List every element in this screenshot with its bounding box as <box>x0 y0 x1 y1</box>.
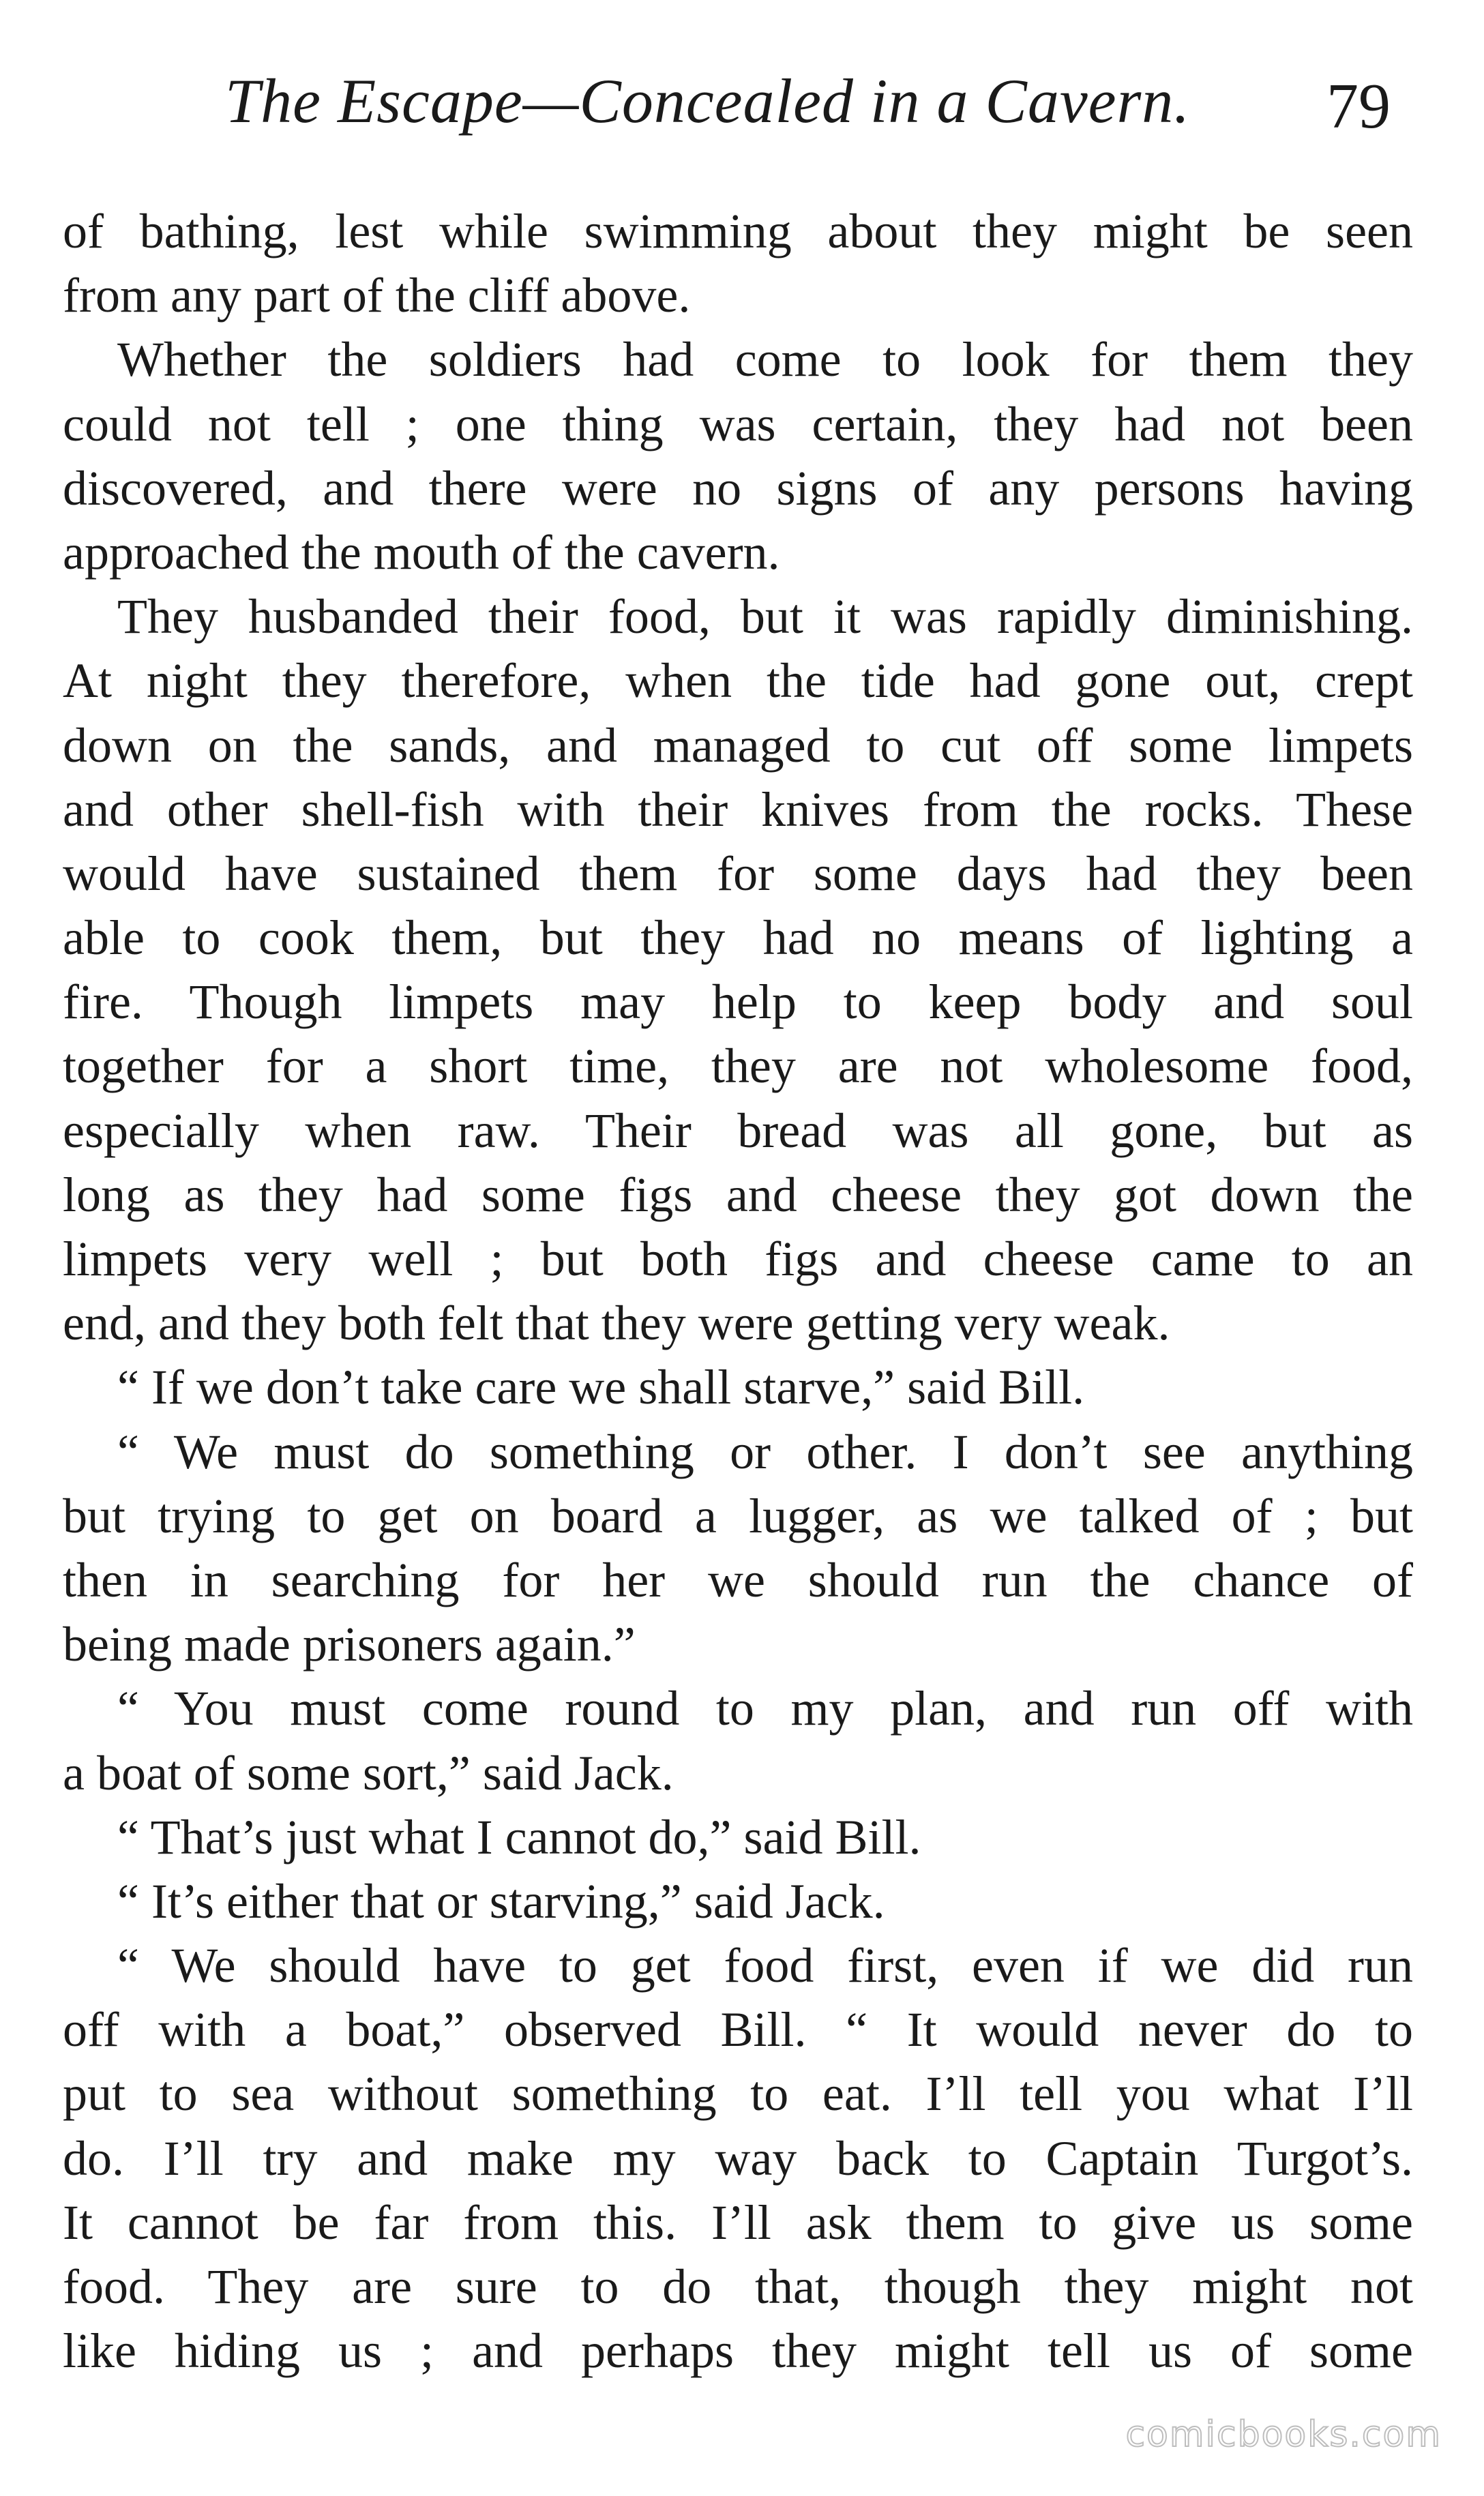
text-line: long as they had some figs and cheese they got down the <box>63 1167 1413 1222</box>
text-line: food. They are sure to do that, though they might not <box>63 2259 1413 2314</box>
text-line: off with a boat,” observed Bill. “ It would never do to <box>63 2002 1413 2057</box>
text-line: At night they therefore, when the tide had gone out, crept <box>63 653 1413 709</box>
text-line: Whether the soldiers had come to look for them they <box>117 332 1413 387</box>
text-line: It cannot be far from this. I’ll ask them to give us some <box>63 2195 1413 2250</box>
text-line: down on the sands, and managed to cut off some limpets <box>63 717 1413 773</box>
text-line: They husbanded their food, but it was rapidly diminishing. <box>117 589 1413 644</box>
text-line: put to sea without something to eat. I’ll tell you what I’ll <box>63 2066 1413 2122</box>
text-line: together for a short time, they are not wholesome food, <box>63 1039 1413 1094</box>
text-line: “ You must come round to my plan, and run off with <box>117 1681 1413 1736</box>
text-line: “ We should have to get food first, even if we did run <box>117 1938 1413 1993</box>
watermark-logo: comicbooks.com <box>1125 2414 1442 2455</box>
text-line: able to cook them, but they had no means of lighting a <box>63 910 1413 966</box>
text-line: do. I’ll try and make my way back to Captain Turgot’s. <box>63 2130 1413 2186</box>
text-line: approached the mouth of the cavern. <box>63 524 780 580</box>
text-line: would have sustained them for some days had they been <box>63 846 1413 901</box>
text-line: fire. Though limpets may help to keep body and soul <box>63 975 1413 1030</box>
text-line: from any part of the cliff above. <box>63 268 691 323</box>
text-line: “ If we don’t take care we shall starve,” said Bill. <box>117 1360 1085 1415</box>
text-line: like hiding us ; and perhaps they might tell us of some <box>63 2323 1413 2379</box>
running-title: The Escape—Concealed in a Cavern. <box>225 66 1191 136</box>
text-line: “ We must do something or other. I don’t see anything <box>117 1424 1413 1479</box>
text-line: of bathing, lest while swimming about they might be seen <box>63 204 1413 258</box>
text-line: limpets very well ; but both figs and cheese came to an <box>63 1232 1413 1286</box>
text-line: discovered, and there were no signs of any persons having <box>63 460 1413 516</box>
body-text <box>63 199 1413 2383</box>
text-line: end, and they both felt that they were getting very weak. <box>63 1296 1170 1351</box>
text-line: being made prisoners again.” <box>63 1617 636 1672</box>
text-line: could not tell ; one thing was certain, they had not been <box>63 396 1413 451</box>
page-number: 79 <box>1326 71 1391 142</box>
text-line: a boat of some sort,” said Jack. <box>63 1745 674 1800</box>
text-line: then in searching for her we should run the chance of <box>63 1552 1413 1607</box>
text-line: but trying to get on board a lugger, as we talked of ; but <box>63 1488 1413 1543</box>
text-line: and other shell-fish with their knives from the rocks. These <box>63 782 1413 837</box>
text-line: “ It’s either that or starving,” said Jack. <box>117 1873 885 1929</box>
text-line: “ That’s just what I cannot do,” said Bill. <box>117 1809 921 1864</box>
text-line: especially when raw. Their bread was all gone, but as <box>63 1103 1413 1158</box>
